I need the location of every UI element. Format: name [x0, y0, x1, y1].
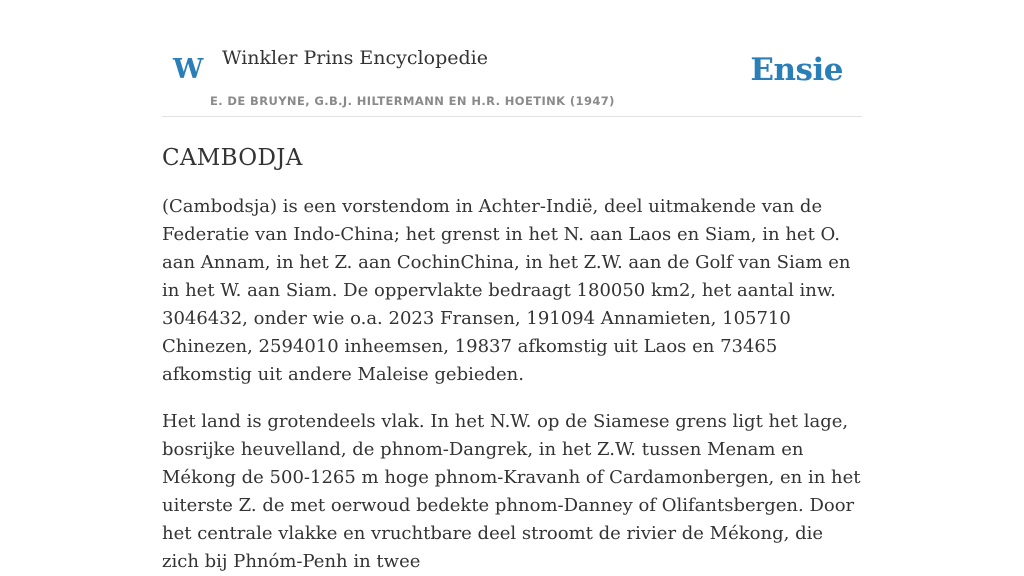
- source-authors: E. DE BRUYNE, G.B.J. HILTERMANN EN H.R. HOETINK (1947): [210, 94, 615, 108]
- source-header: [162, 0, 862, 117]
- source-title-link[interactable]: Winkler Prins Encyclopedie: [222, 47, 488, 69]
- source-logo[interactable]: W: [173, 54, 204, 85]
- entry-title: CAMBODJA: [162, 145, 303, 171]
- brand-logo[interactable]: Ensie: [750, 52, 843, 88]
- page-container: [162, 0, 862, 576]
- article-paragraph-1: (Cambodsja) is een vorstendom in Achter-Indië, deel uitmakende van de Federatie van Indo-China; het grenst in het N. aan Laos en Siam, in het O. aan Annam, in het Z. aan CochinChina, in het Z.W. aan de Golf van Siam en in het W. aan Siam. De oppervlakte bedraagt 180050 km2, het aantal inw. 3046432, onder wie o.a. 2023 Fransen, 191094 Annamieten, 105710 Chinezen, 2594010 inheemsen, 19837 afkomstig uit Laos en 73465 afkomstig uit andere Maleise gebieden.: [162, 196, 851, 385]
- article-paragraph-2: Het land is grotendeels vlak. In het N.W. op de Siamese grens ligt het lage, bosrijke heuvelland, de phnom-Dangrek, in het Z.W. tussen Menam en Mékong de 500-1265 m hoge phnom-Kravanh of Cardamonbergen, en in het uiterste Z. de met oerwoud bedekte phnom-Danney of Olifantsbergen. Door het centrale vlakke en vruchtbare deel stroomt de rivier de Mékong, die zich bij Phnóm-Penh in twee: [162, 411, 861, 572]
